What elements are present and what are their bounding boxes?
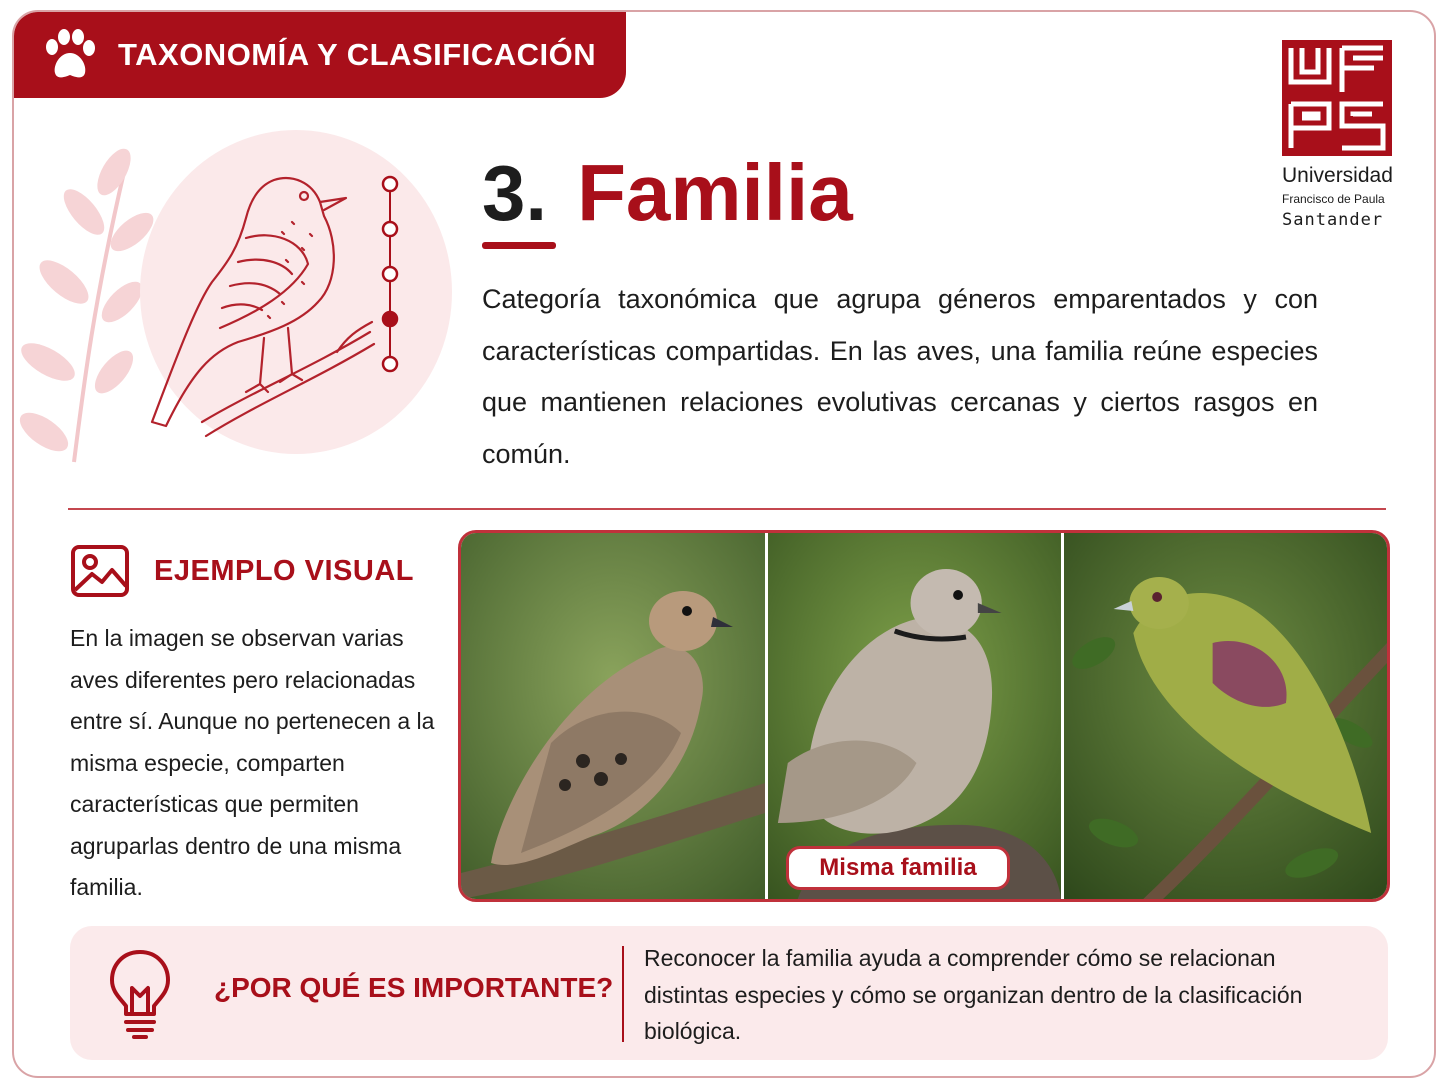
header-tab — [14, 12, 626, 98]
bird-sketch-illustration — [142, 152, 392, 442]
definition-text: Categoría taxonómica que agrupa géneros emparentados y con características compartidas. En las aves, una familia reúne especies que mantienen relaciones evolutivas cercanas y ciertos rasgos en común. — [482, 284, 1318, 469]
ufps-logo-mark — [1282, 40, 1392, 156]
page-heading — [482, 147, 853, 239]
taxonomy-level-indicator — [378, 174, 402, 374]
leaves-decoration — [14, 132, 154, 472]
logo-university: Universidad — [1282, 164, 1393, 187]
photo-collared-dove — [765, 533, 1061, 899]
level-dot — [383, 267, 397, 281]
heading-number: 3. — [482, 149, 548, 237]
logo-name: Francisco de Paula — [1282, 192, 1385, 206]
section-divider — [68, 508, 1386, 510]
photo-mourning-dove — [461, 533, 765, 899]
same-family-badge: Misma familia — [786, 846, 1010, 890]
level-dot-active — [383, 312, 397, 326]
example-text: En la imagen se observan varias aves diferentes pero relacionadas entre sí. Aunque no pertenecen a la misma especie, comparten características que permiten agruparlas dentro de una misma familia. — [70, 625, 435, 900]
logo-city: Santander — [1282, 210, 1384, 230]
header-title: TAXONOMÍA Y CLASIFICACIÓN — [118, 37, 597, 72]
lightbulb-icon — [108, 948, 172, 1040]
slide-frame — [12, 10, 1436, 1078]
level-dot — [383, 177, 397, 191]
image-icon — [70, 544, 130, 598]
paw-icon — [40, 27, 100, 83]
importance-box — [70, 926, 1388, 1060]
heading-title: Familia — [577, 148, 853, 237]
example-title: EJEMPLO VISUAL — [154, 554, 414, 587]
university-logo — [1282, 40, 1402, 230]
photo-green-pigeon — [1061, 533, 1387, 899]
importance-title: ¿POR QUÉ ES IMPORTANTE? — [214, 972, 614, 1003]
importance-separator — [622, 946, 624, 1042]
level-dot — [383, 222, 397, 236]
example-heading — [70, 544, 414, 598]
level-dot — [383, 357, 397, 371]
importance-text: Reconocer la familia ayuda a comprender cómo se relacionan distintas especies y cómo se organizan dentro de la clasificación biológica. — [644, 945, 1303, 1044]
